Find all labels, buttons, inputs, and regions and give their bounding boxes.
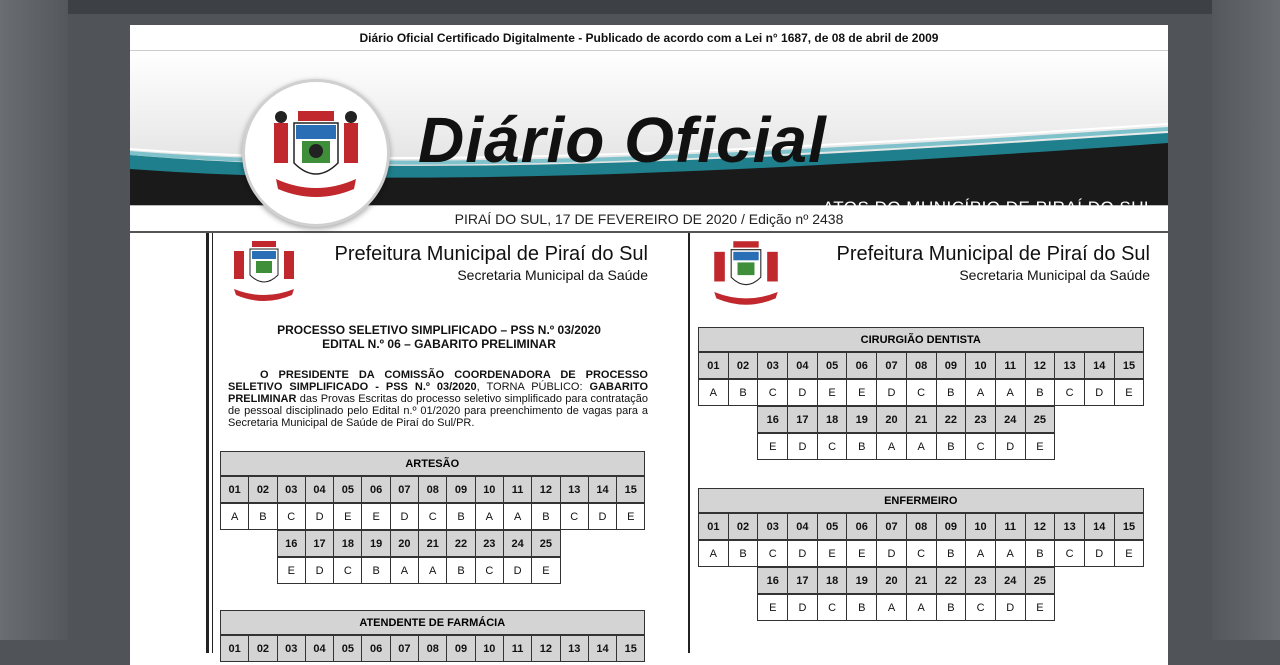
question-number: 25 (1025, 568, 1055, 594)
question-number: 02 (728, 514, 758, 540)
answer-letter: A (503, 504, 531, 530)
question-number: 14 (1084, 514, 1114, 540)
question-number: 12 (532, 636, 560, 662)
question-number: 15 (1114, 514, 1144, 540)
question-number: 08 (419, 477, 447, 503)
left-column (220, 233, 658, 662)
answer-letter: A (995, 380, 1025, 406)
question-number: 13 (1055, 353, 1085, 379)
answer-row (277, 558, 560, 584)
question-number: 02 (249, 636, 277, 662)
answer-letter: A (419, 558, 447, 584)
answer-letter: B (447, 504, 475, 530)
answer-row (699, 380, 1144, 406)
question-number: 09 (447, 477, 475, 503)
document-page (130, 25, 1168, 665)
question-number: 16 (758, 407, 788, 433)
question-number: 23 (966, 568, 996, 594)
question-number-row (277, 531, 560, 557)
question-number: 20 (877, 407, 907, 433)
answer-row (758, 434, 1055, 460)
question-number: 01 (221, 636, 249, 662)
answer-letter: D (788, 595, 818, 621)
answer-letter: D (1084, 541, 1114, 567)
answer-letter: D (788, 541, 818, 567)
answer-letter: C (475, 558, 503, 584)
column-rule-left (206, 233, 209, 653)
masthead-subtitle: ATOS DO MUNICÍPIO DE PIRAÍ DO SUL (822, 198, 1154, 217)
question-number: 09 (936, 353, 966, 379)
question-number: 10 (966, 353, 996, 379)
question-number: 06 (847, 514, 877, 540)
answer-letter: E (277, 558, 305, 584)
question-number: 07 (390, 477, 418, 503)
masthead-title: Diário Oficial (418, 104, 827, 176)
answer-key-title: CIRURGIÃO DENTISTA (698, 327, 1144, 352)
question-number: 20 (390, 531, 418, 557)
question-number: 06 (847, 353, 877, 379)
question-number: 08 (419, 636, 447, 662)
answer-letter: C (817, 434, 847, 460)
question-number-row (699, 353, 1144, 379)
answer-letter: E (362, 504, 390, 530)
question-number: 06 (362, 477, 390, 503)
answer-letter: C (966, 434, 996, 460)
left-margin (0, 0, 68, 640)
column-rule-left-thin (212, 233, 213, 653)
answer-letter: B (936, 434, 966, 460)
question-number: 15 (617, 636, 645, 662)
question-number: 10 (475, 477, 503, 503)
answer-letter: C (817, 595, 847, 621)
answer-letter: C (560, 504, 588, 530)
answer-letter: C (277, 504, 305, 530)
question-number: 10 (966, 514, 996, 540)
intro-bold-1: O PRESIDENTE DA COMISSÃO COORDENADORA DE PROCESSO SELETIVO SIMPLIFICADO - PSS N.º 03/2020 (228, 369, 648, 393)
answer-letter: C (419, 504, 447, 530)
right-letterhead (698, 233, 1160, 309)
process-heading (220, 323, 658, 351)
question-number-row (758, 407, 1055, 433)
edition-line: PIRAÍ DO SUL, 17 DE FEVEREIRO DE 2020 / Edição nº 2438 (130, 205, 1168, 233)
answer-letter: D (588, 504, 616, 530)
question-number: 17 (788, 407, 818, 433)
answer-letter: A (390, 558, 418, 584)
question-number: 07 (877, 353, 907, 379)
answer-letter: C (906, 380, 936, 406)
answer-row (758, 595, 1055, 621)
question-number: 13 (560, 636, 588, 662)
answer-letter: D (788, 380, 818, 406)
answer-letter: A (906, 434, 936, 460)
question-number-row (758, 568, 1055, 594)
answer-letter: E (847, 380, 877, 406)
secretaria-title: Secretaria Municipal da Saúde (959, 267, 1150, 283)
content-columns (130, 233, 1168, 653)
answer-letter: B (362, 558, 390, 584)
answer-row (699, 541, 1144, 567)
prefeitura-title: Prefeitura Municipal de Piraí do Sul (836, 243, 1150, 265)
answer-letter: A (995, 541, 1025, 567)
answer-letter: C (334, 558, 362, 584)
answer-letter: B (532, 504, 560, 530)
question-number: 04 (788, 353, 818, 379)
question-number: 03 (277, 477, 305, 503)
answer-row (221, 504, 645, 530)
question-number: 12 (532, 477, 560, 503)
answer-letter: B (936, 380, 966, 406)
question-number-row (221, 636, 645, 662)
question-number: 04 (788, 514, 818, 540)
question-number: 14 (588, 636, 616, 662)
answer-letter: A (221, 504, 249, 530)
question-number: 05 (334, 636, 362, 662)
answer-letter: B (447, 558, 475, 584)
question-number: 11 (995, 514, 1025, 540)
question-number: 14 (588, 477, 616, 503)
process-title-line-2: EDITAL N.º 06 – GABARITO PRELIMINAR (322, 337, 556, 351)
answer-key-title: ARTESÃO (220, 451, 645, 476)
question-number: 18 (817, 407, 847, 433)
answer-letter: E (817, 380, 847, 406)
answer-key-title: ATENDENTE DE FARMÁCIA (220, 610, 645, 635)
answer-letter: C (1055, 380, 1085, 406)
answer-letter: B (1025, 541, 1055, 567)
question-number-row (221, 477, 645, 503)
answer-letter: D (995, 595, 1025, 621)
answer-letter: B (936, 541, 966, 567)
prefeitura-title: Prefeitura Municipal de Piraí do Sul (334, 243, 648, 265)
question-number: 21 (906, 407, 936, 433)
answer-letter: A (699, 541, 729, 567)
answer-letter: E (817, 541, 847, 567)
answer-letter: D (788, 434, 818, 460)
question-number: 15 (1114, 353, 1144, 379)
answer-key-block (698, 488, 1160, 621)
answer-letter: D (305, 558, 333, 584)
answer-letter: C (1055, 541, 1085, 567)
question-number: 19 (847, 568, 877, 594)
answer-letter: D (503, 558, 531, 584)
answer-key-block (220, 610, 658, 662)
answer-letter: B (1025, 380, 1055, 406)
question-number: 09 (447, 636, 475, 662)
certification-line: Diário Oficial Certificado Digitalmente - Publicado de acordo com a Lei n° 1687, de 08 de abril de 2009 (130, 25, 1168, 51)
right-column (698, 233, 1160, 621)
answer-letter: E (617, 504, 645, 530)
question-number: 17 (305, 531, 333, 557)
answer-letter: E (1114, 541, 1144, 567)
answer-letter: C (906, 541, 936, 567)
question-number: 07 (390, 636, 418, 662)
question-number: 22 (936, 568, 966, 594)
question-number: 03 (277, 636, 305, 662)
answer-letter: A (699, 380, 729, 406)
question-number: 04 (305, 477, 333, 503)
question-number: 08 (906, 514, 936, 540)
answer-letter: B (847, 434, 877, 460)
question-number: 02 (728, 353, 758, 379)
question-number: 05 (817, 353, 847, 379)
column-rule-middle (688, 233, 690, 653)
question-number: 20 (877, 568, 907, 594)
question-number: 11 (995, 353, 1025, 379)
intro-paragraph (228, 369, 648, 429)
question-number: 23 (966, 407, 996, 433)
question-number: 21 (906, 568, 936, 594)
answer-letter: B (936, 595, 966, 621)
answer-key-block (698, 327, 1160, 460)
question-number: 01 (699, 353, 729, 379)
answer-letter: A (877, 434, 907, 460)
intro-text-2: das Provas Escritas do processo seletivo simplificado para contratação de pessoal disciplinado pelo Edital n.º 01/2020 para preenchimento de vagas para a Secretaria Municipal de Saúde de Piraí do Sul/PR. (228, 393, 648, 429)
answer-letter: D (877, 380, 907, 406)
intro-bold-2: GABARITO PRELIMINAR (228, 381, 648, 405)
question-number: 09 (936, 514, 966, 540)
left-letterhead (220, 233, 658, 309)
answer-letter: E (1025, 595, 1055, 621)
question-number: 22 (447, 531, 475, 557)
answer-letter: C (758, 541, 788, 567)
question-number: 05 (817, 514, 847, 540)
masthead-banner (130, 51, 1168, 217)
question-number: 14 (1084, 353, 1114, 379)
question-number: 19 (847, 407, 877, 433)
answer-letter: E (334, 504, 362, 530)
secretaria-title: Secretaria Municipal da Saúde (457, 267, 648, 283)
question-number: 16 (758, 568, 788, 594)
question-number: 24 (995, 407, 1025, 433)
answer-letter: E (758, 434, 788, 460)
top-bar (68, 0, 1212, 14)
question-number: 24 (995, 568, 1025, 594)
question-number: 23 (475, 531, 503, 557)
question-number: 08 (906, 353, 936, 379)
right-answer-keys (698, 327, 1160, 621)
answer-letter: E (758, 595, 788, 621)
question-number: 10 (475, 636, 503, 662)
answer-key-block (220, 451, 658, 584)
question-number: 12 (1025, 353, 1055, 379)
question-number: 01 (699, 514, 729, 540)
question-number: 06 (362, 636, 390, 662)
small-crest-icon (228, 237, 300, 305)
answer-letter: B (728, 541, 758, 567)
answer-letter: A (475, 504, 503, 530)
answer-letter: A (906, 595, 936, 621)
answer-letter: D (1084, 380, 1114, 406)
answer-letter: D (305, 504, 333, 530)
crest-icon (256, 93, 376, 213)
question-number: 22 (936, 407, 966, 433)
question-number: 02 (249, 477, 277, 503)
question-number: 11 (503, 636, 531, 662)
question-number: 03 (758, 514, 788, 540)
question-number: 25 (1025, 407, 1055, 433)
answer-letter: A (877, 595, 907, 621)
answer-letter: B (728, 380, 758, 406)
question-number: 13 (1055, 514, 1085, 540)
answer-letter: A (966, 541, 996, 567)
answer-letter: D (877, 541, 907, 567)
answer-letter: E (1114, 380, 1144, 406)
question-number-row (699, 514, 1144, 540)
intro-text-1: , TORNA PÚBLICO: (476, 381, 590, 393)
question-number: 07 (877, 514, 907, 540)
question-number: 18 (334, 531, 362, 557)
answer-letter: C (758, 380, 788, 406)
answer-letter: E (1025, 434, 1055, 460)
question-number: 18 (817, 568, 847, 594)
left-answer-keys (220, 451, 658, 662)
question-number: 04 (305, 636, 333, 662)
answer-key-title: ENFERMEIRO (698, 488, 1144, 513)
answer-letter: E (847, 541, 877, 567)
question-number: 16 (277, 531, 305, 557)
process-title-line-1: PROCESSO SELETIVO SIMPLIFICADO – PSS N.º 03/2020 (277, 323, 601, 337)
answer-letter: C (966, 595, 996, 621)
right-margin (1212, 0, 1280, 640)
small-crest-icon (706, 237, 786, 309)
coat-of-arms (242, 79, 390, 227)
answer-letter: B (249, 504, 277, 530)
answer-letter: D (390, 504, 418, 530)
answer-letter: B (847, 595, 877, 621)
question-number: 17 (788, 568, 818, 594)
question-number: 05 (334, 477, 362, 503)
answer-letter: E (532, 558, 560, 584)
question-number: 03 (758, 353, 788, 379)
question-number: 15 (617, 477, 645, 503)
question-number: 21 (419, 531, 447, 557)
answer-letter: D (995, 434, 1025, 460)
question-number: 11 (503, 477, 531, 503)
question-number: 13 (560, 477, 588, 503)
question-number: 25 (532, 531, 560, 557)
question-number: 19 (362, 531, 390, 557)
question-number: 12 (1025, 514, 1055, 540)
answer-letter: A (966, 380, 996, 406)
question-number: 24 (503, 531, 531, 557)
question-number: 01 (221, 477, 249, 503)
